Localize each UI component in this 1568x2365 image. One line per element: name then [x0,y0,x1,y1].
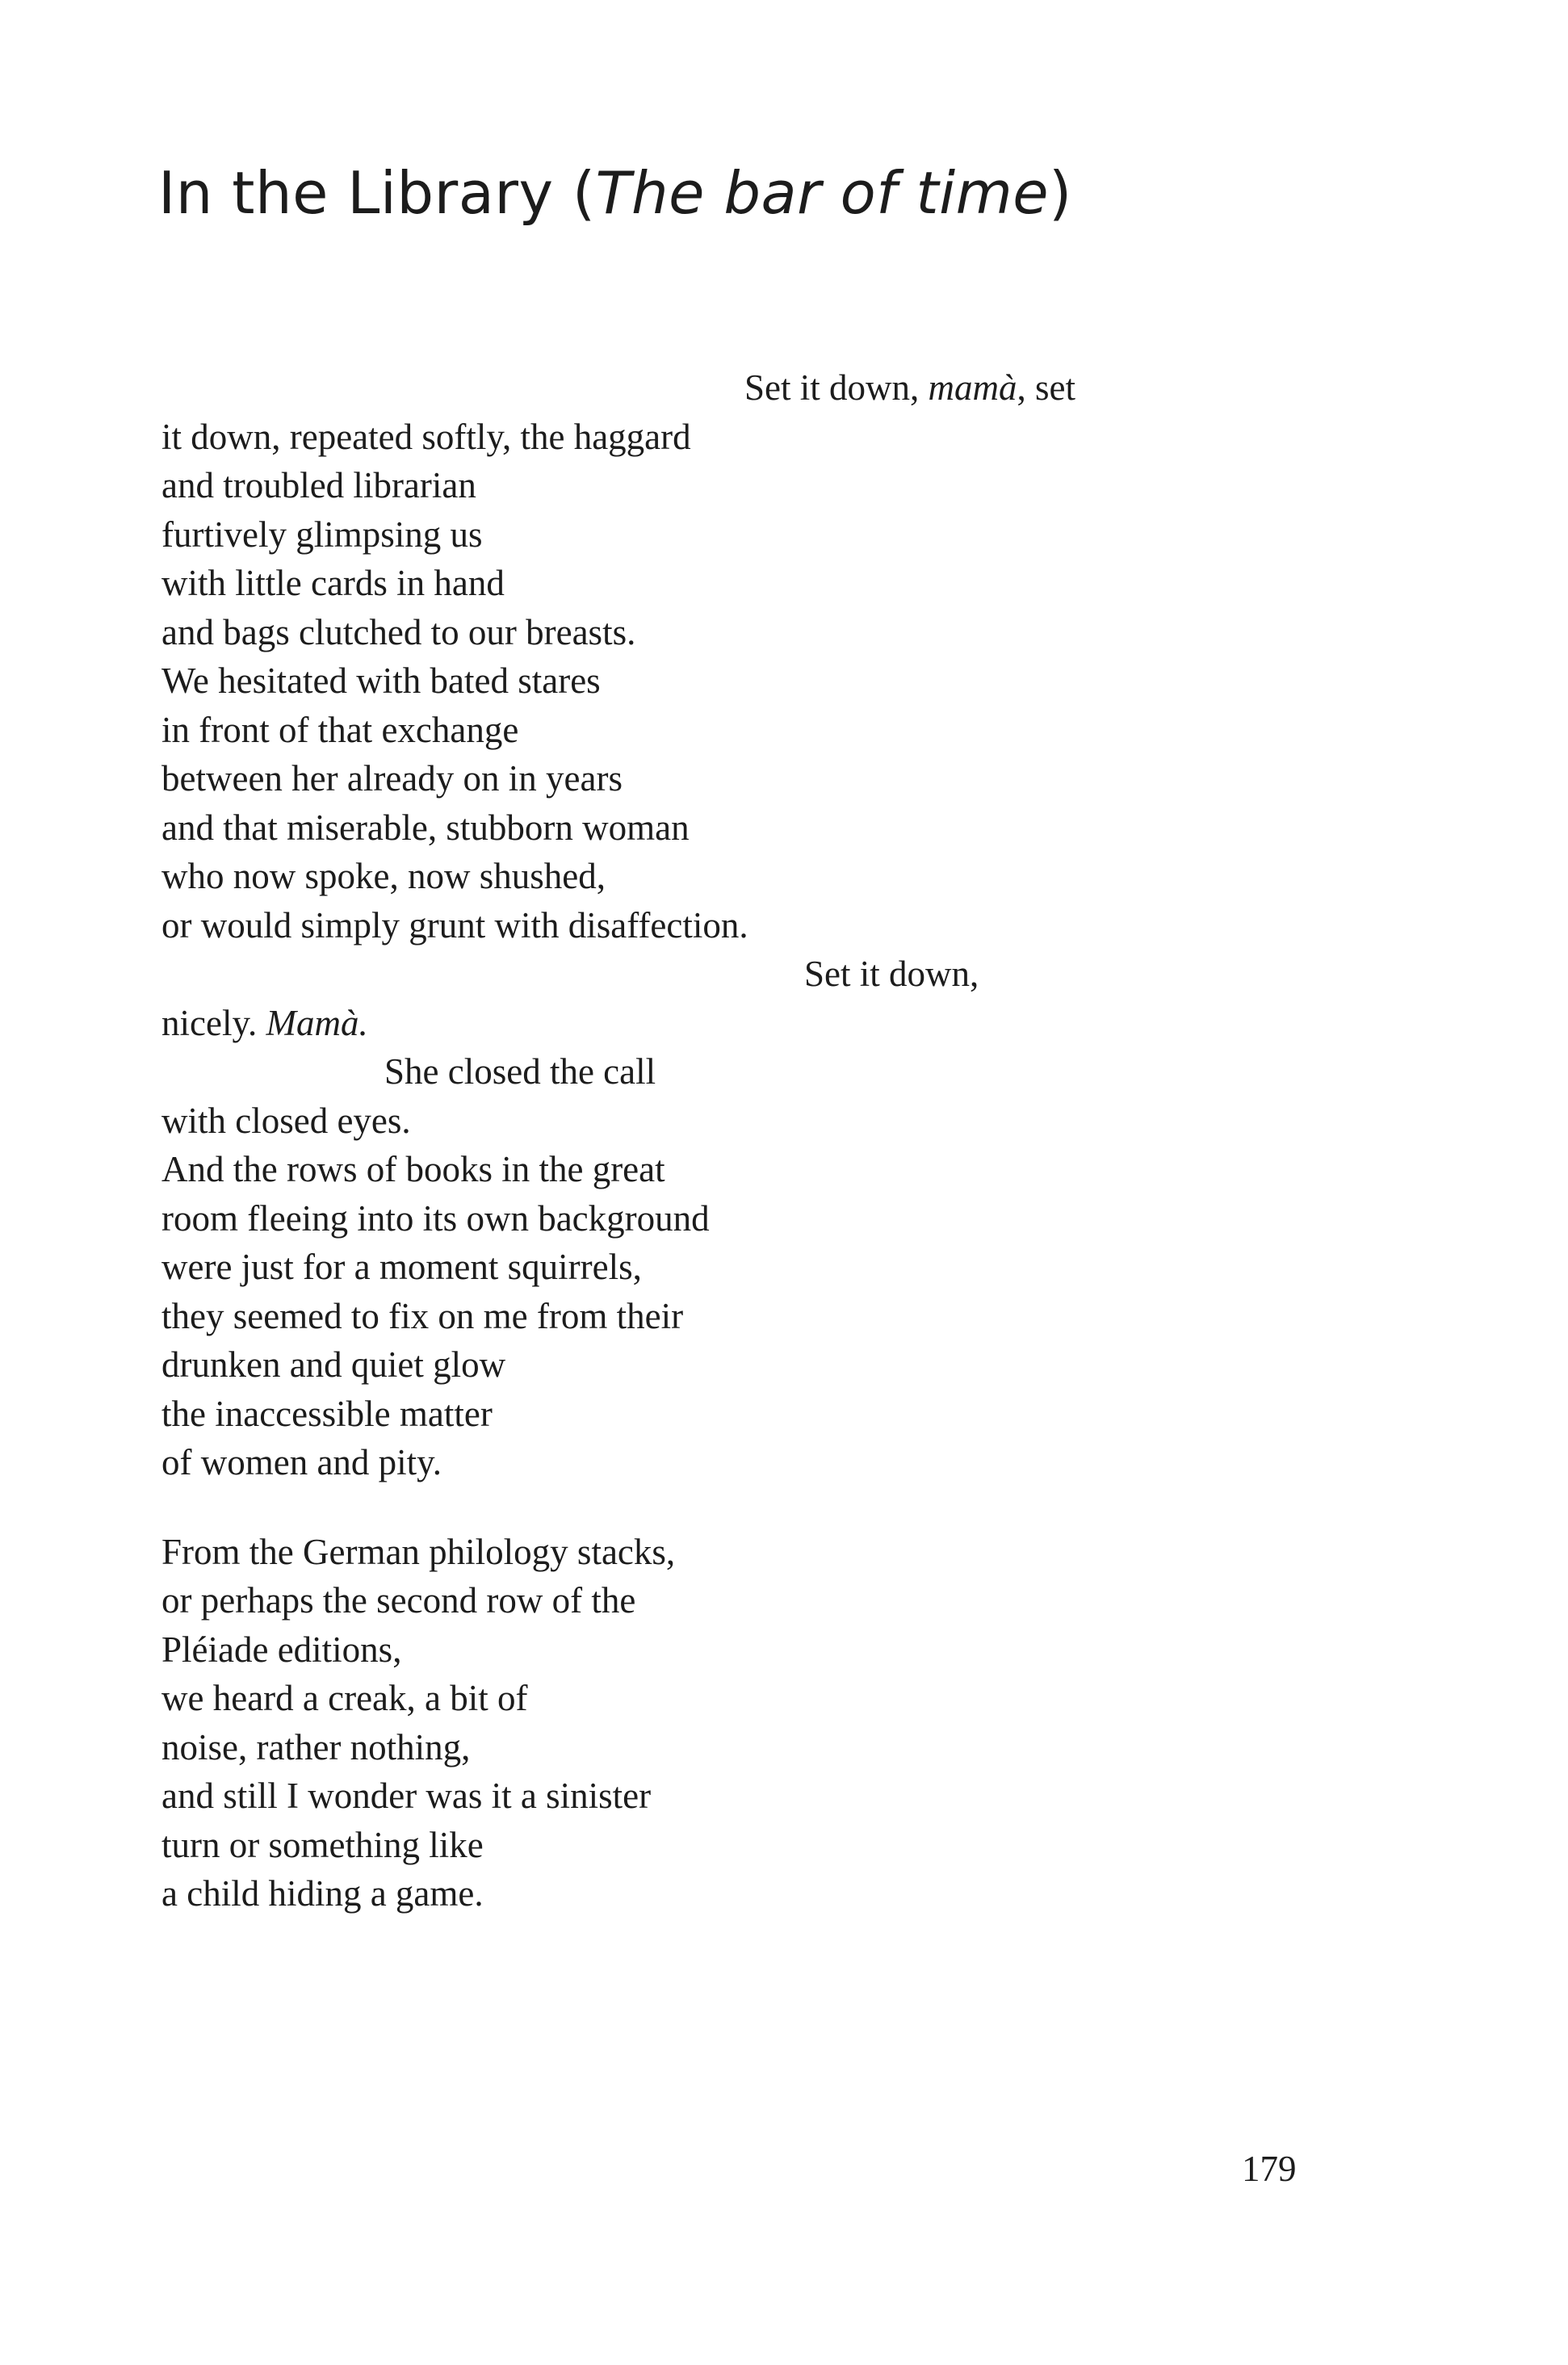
poem-line: and troubled librarian [161,465,476,505]
poem-line: furtively glimpsing us [161,514,483,555]
poem-title [158,158,1072,228]
poem-title-close: ) [1049,159,1072,227]
poem-line: were just for a moment squirrels, [161,1247,642,1287]
poem-line: noise, rather nothing, [161,1726,471,1767]
poem-line: we heard a creak, a bit of [161,1678,528,1718]
poem-line [161,999,1075,1048]
poem-line: room fleeing into its own background [161,1197,710,1239]
poem-title-main: In the Library ( [158,159,596,227]
poem-line: or would simply grunt with disaffection. [161,904,748,946]
poem-line [161,363,1075,413]
poem-line: turn or something like [161,1824,484,1865]
poem-line: We hesitated with bated stares [161,660,601,701]
stanza-break [161,1487,1075,1528]
poem-title-italic: The bar of time [595,159,1050,227]
poem-line: From the German philology stacks, [161,1531,676,1572]
page-number: 179 [1242,2149,1297,2189]
line-text-italic: mamà [928,367,1017,408]
poem-body [161,363,1075,1918]
poem-line: between her already on in years [161,758,623,799]
poem-line: Set it down, [804,954,979,994]
line-text-italic: Mamà. [266,1002,368,1043]
poem-line: Pléiade editions, [161,1629,402,1670]
poem-line: And the rows of books in the great [161,1149,665,1189]
poem-line: and still I wonder was it a sinister [161,1776,652,1816]
poem-line: or perhaps the second row of the [161,1580,636,1621]
poem-line: the inaccessible matter [161,1393,493,1434]
poem-line: with closed eyes. [161,1100,411,1141]
poem-line: with little cards in hand [161,563,505,603]
poem-line: and bags clutched to our breasts. [161,611,636,652]
poem-line: it down, repeated softly, the haggard [161,416,691,457]
line-text: Set it down, [744,367,929,408]
poem-line: of women and pity. [161,1442,442,1482]
poem-line: drunken and quiet glow [161,1344,506,1385]
poem-line: She closed the call [384,1051,656,1092]
poem-line: a child hiding a game. [161,1873,484,1914]
line-text: , set [1017,367,1076,408]
poem-line: who now spoke, now shushed, [161,856,606,896]
poem-line: and that miserable, stubborn woman [161,807,690,848]
poem-line: in front of that exchange [161,709,519,750]
line-text: nicely. [161,1002,266,1043]
poem-line: they seemed to fix on me from their [161,1295,684,1336]
